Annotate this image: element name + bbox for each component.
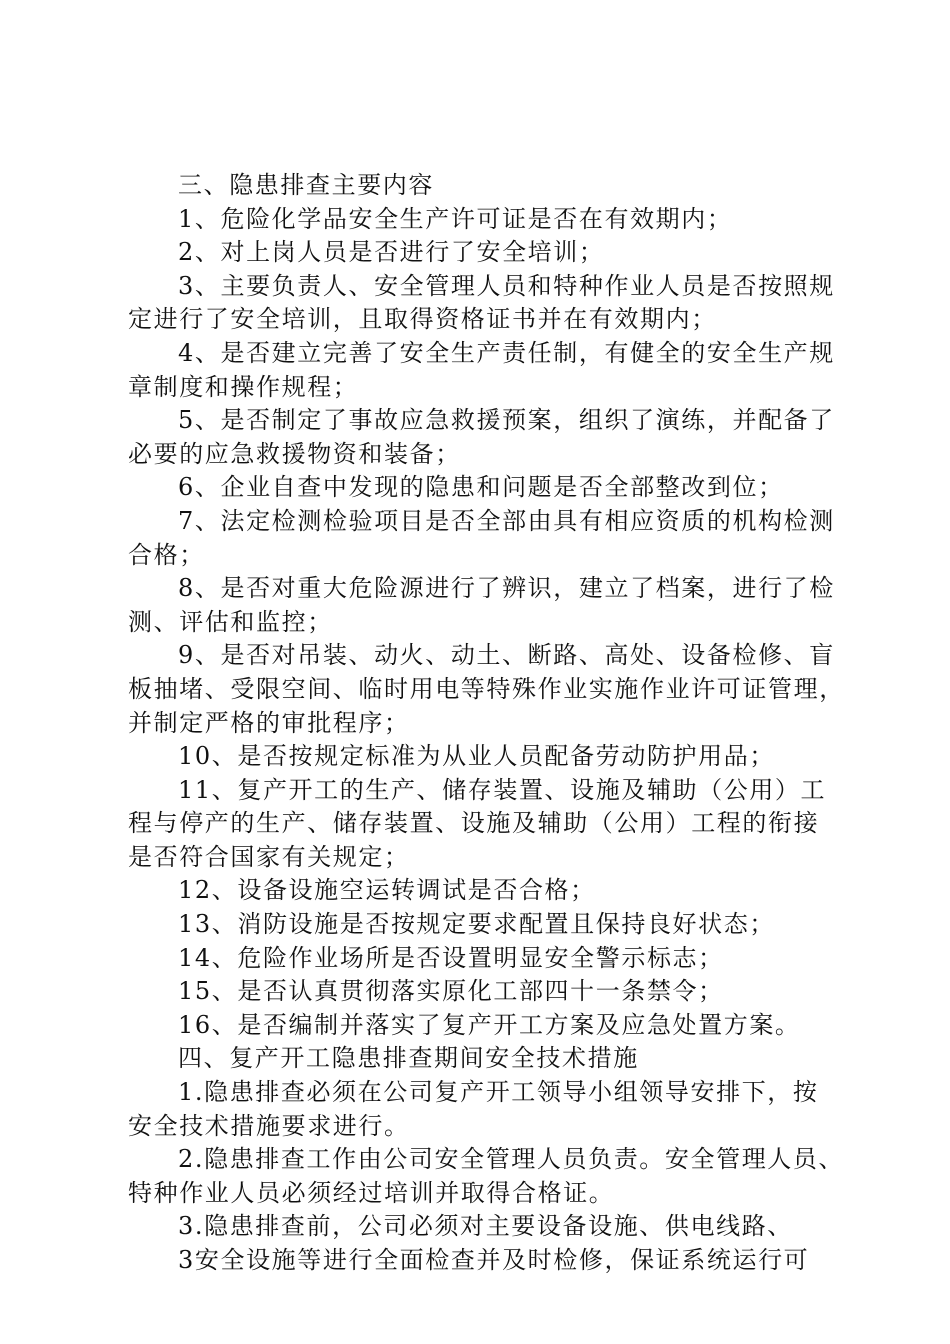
text-line: 合格； [128, 540, 205, 569]
text-line: 四、复产开工隐患排查期间安全技术措施 [178, 1044, 639, 1073]
text-line: 测、评估和监控； [128, 607, 333, 636]
text-line: 板抽堵、受限空间、临时用电等特殊作业实施作业许可证管理， [128, 674, 845, 703]
text-line: 9、是否对吊装、动火、动土、断路、高处、设备检修、盲 [178, 641, 835, 670]
text-line: 13、消防设施是否按规定要求配置且保持良好状态； [178, 910, 775, 939]
text-line: 10、是否按规定标准为从业人员配备劳动防护用品； [178, 742, 775, 771]
text-line: 15、是否认真贯彻落实原化工部四十一条禁令； [178, 977, 724, 1006]
text-line: 1.隐患排查必须在公司复产开工领导小组领导安排下，按 [178, 1078, 819, 1107]
text-line: 4、是否建立完善了安全生产责任制，有健全的安全生产规 [178, 338, 835, 367]
text-line: 必要的应急救援物资和装备； [128, 439, 461, 468]
text-line: 12、设备设施空运转调试是否合格； [178, 876, 596, 905]
text-line: 2、对上岗人员是否进行了安全培训； [178, 238, 605, 267]
text-line: 7、法定检测检验项目是否全部由具有相应资质的机构检测 [178, 506, 835, 535]
text-line: 16、是否编制并落实了复产开工方案及应急处置方案。 [178, 1010, 801, 1039]
text-line: 程与停产的生产、储存装置、设施及辅助（公用）工程的衔接 [128, 809, 820, 838]
text-line: 2.隐患排查工作由公司安全管理人员负责。安全管理人员、 [178, 1145, 845, 1174]
text-line: 14、危险作业场所是否设置明显安全警示标志； [178, 943, 724, 972]
text-line: 特种作业人员必须经过培训并取得合格证。 [128, 1178, 615, 1207]
text-line: 章制度和操作规程； [128, 372, 359, 401]
text-line: 1、危险化学品安全生产许可证是否在有效期内； [178, 204, 733, 233]
text-line: 3安全设施等进行全面检查并及时检修，保证系统运行可 [178, 1246, 810, 1274]
text-line: 三、隐患排查主要内容 [178, 171, 434, 199]
text-line: 是否符合国家有关规定； [128, 842, 410, 871]
text-line: 3、主要负责人、安全管理人员和特种作业人员是否按照规 [178, 271, 835, 300]
text-line: 安全技术措施要求进行。 [128, 1111, 410, 1140]
document-body [128, 169, 845, 1278]
text-line: 11、复产开工的生产、储存装置、设施及辅助（公用）工 [178, 775, 827, 804]
text-line: 3.隐患排查前，公司必须对主要设备设施、供电线路、 [178, 1212, 793, 1241]
text-line: 并制定严格的审批程序； [128, 708, 410, 737]
text-line: 6、企业自查中发现的隐患和问题是否全部整改到位； [178, 473, 784, 502]
text-line: 定进行了安全培训，且取得资格证书并在有效期内； [128, 305, 717, 334]
text-line: 8、是否对重大危险源进行了辨识，建立了档案，进行了检 [178, 574, 835, 603]
text-line: 5、是否制定了事故应急救援预案，组织了演练，并配备了 [178, 406, 835, 435]
